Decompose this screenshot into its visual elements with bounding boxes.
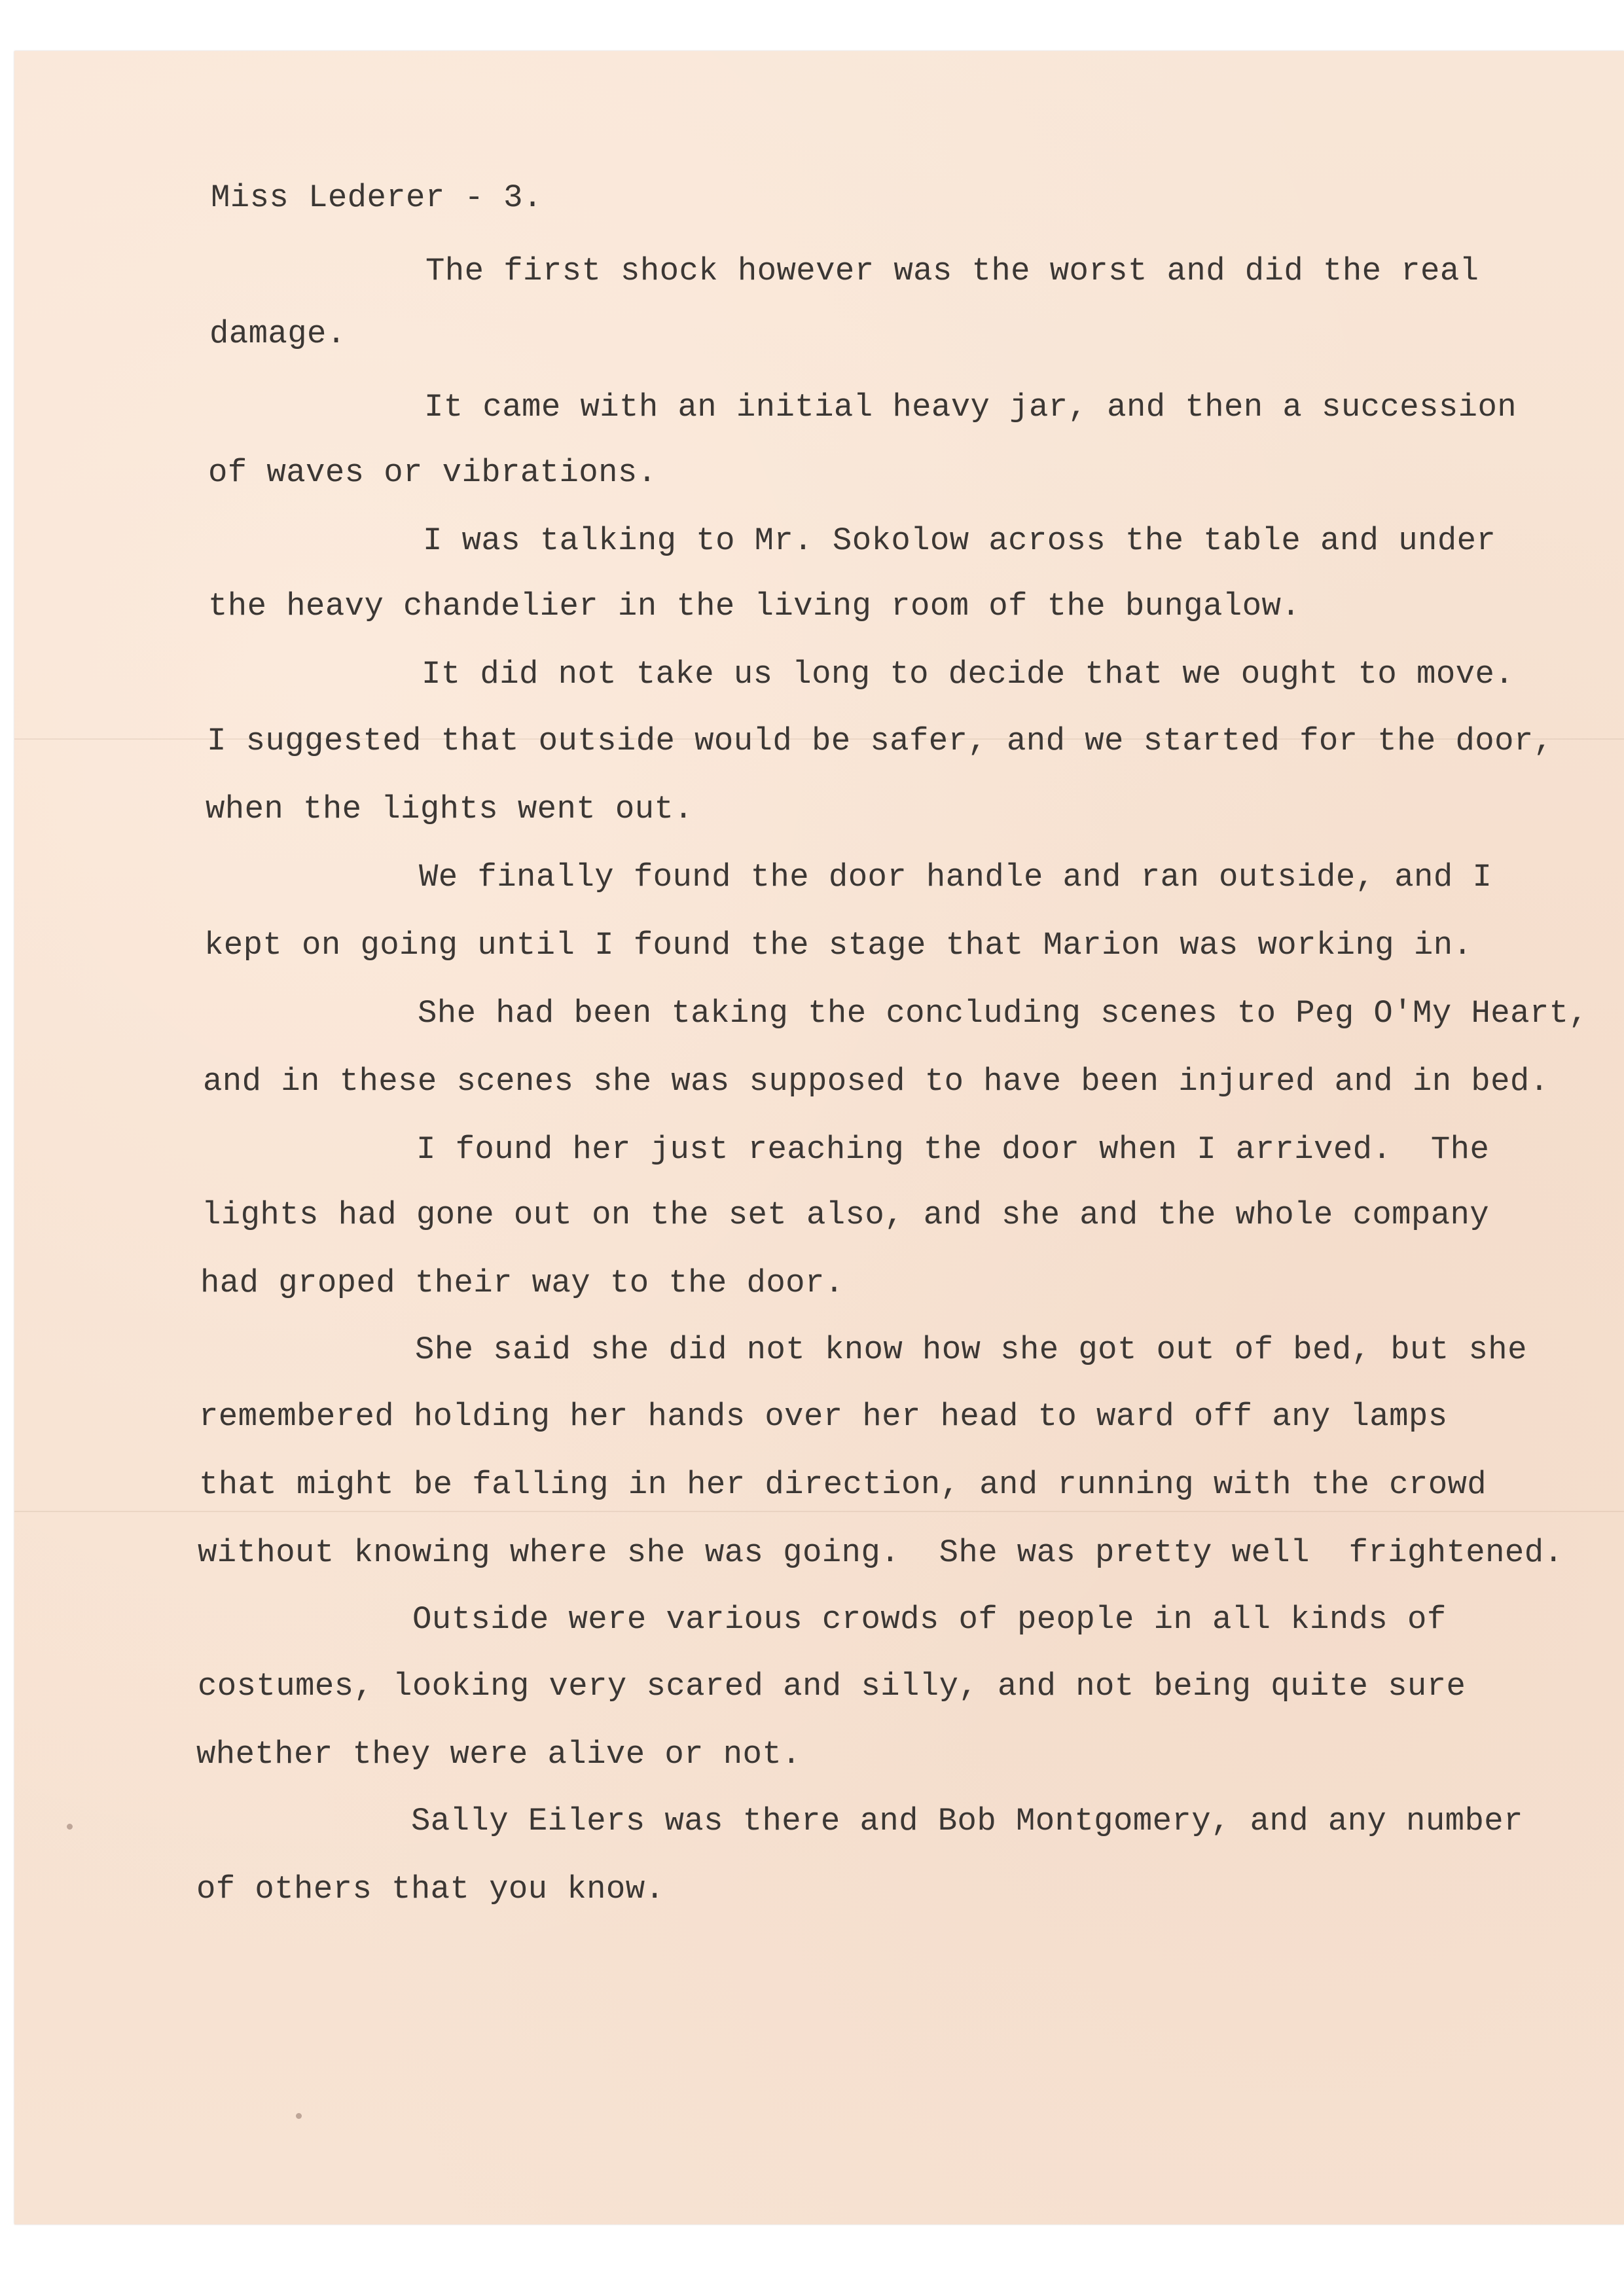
letter-line: It did not take us long to decide that we ought to move. [422,656,1515,693]
letter-line: kept on going until I found the stage that Marion was working in. [204,927,1473,964]
letter-line: lights had gone out on the set also, and she and the whole company [202,1197,1490,1233]
letter-line: remembered holding her hands over her head to ward off any lamps [199,1398,1448,1435]
letter-line: the heavy chandelier in the living room of the bungalow. [208,588,1301,624]
letter-line: I suggested that outside would be safer, and we started for the door, [207,723,1553,759]
letter-line: costumes, looking very scared and silly, and not being quite sure [198,1668,1466,1705]
letter-line: She had been taking the concluding scenes to Peg O'My Heart, [418,995,1589,1032]
letter-line: of waves or vibrations. [208,454,657,491]
letter-line: It came with an initial heavy jar, and then a succession [424,389,1517,425]
letter-line: Sally Eilers was there and Bob Montgomery, and any number [411,1803,1523,1839]
letter-line: had groped their way to the door. [200,1265,844,1301]
letter-line: I found her just reaching the door when I arrived. The [416,1131,1490,1168]
letter-line: She said she did not know how she got out of bed, but she [415,1331,1527,1368]
letter-line: damage. [209,316,346,352]
letter-line: Outside were various crowds of people in all kinds of [412,1601,1447,1638]
letter-line: I was talking to Mr. Sokolow across the table and under [423,522,1496,559]
letter-header: Miss Lederer - 3. [211,179,543,216]
letter-line: without knowing where she was going. She was pretty well frightened. [198,1534,1564,1571]
letter-line: when the lights went out. [206,791,694,827]
paper-speck [296,2113,302,2119]
letter-line: and in these scenes she was supposed to have been injured and in bed. [203,1063,1549,1100]
letter-line: of others that you know. [196,1871,665,1907]
letter-line: that might be falling in her direction, and running with the crowd [199,1466,1487,1503]
letter-line: whether they were alive or not. [196,1736,801,1773]
letter-line: The first shock however was the worst and did the real [425,253,1479,289]
paper-speck [67,1824,73,1830]
letter-line: We finally found the door handle and ran outside, and I [419,859,1492,895]
paper-fold-line [14,1511,1624,1512]
